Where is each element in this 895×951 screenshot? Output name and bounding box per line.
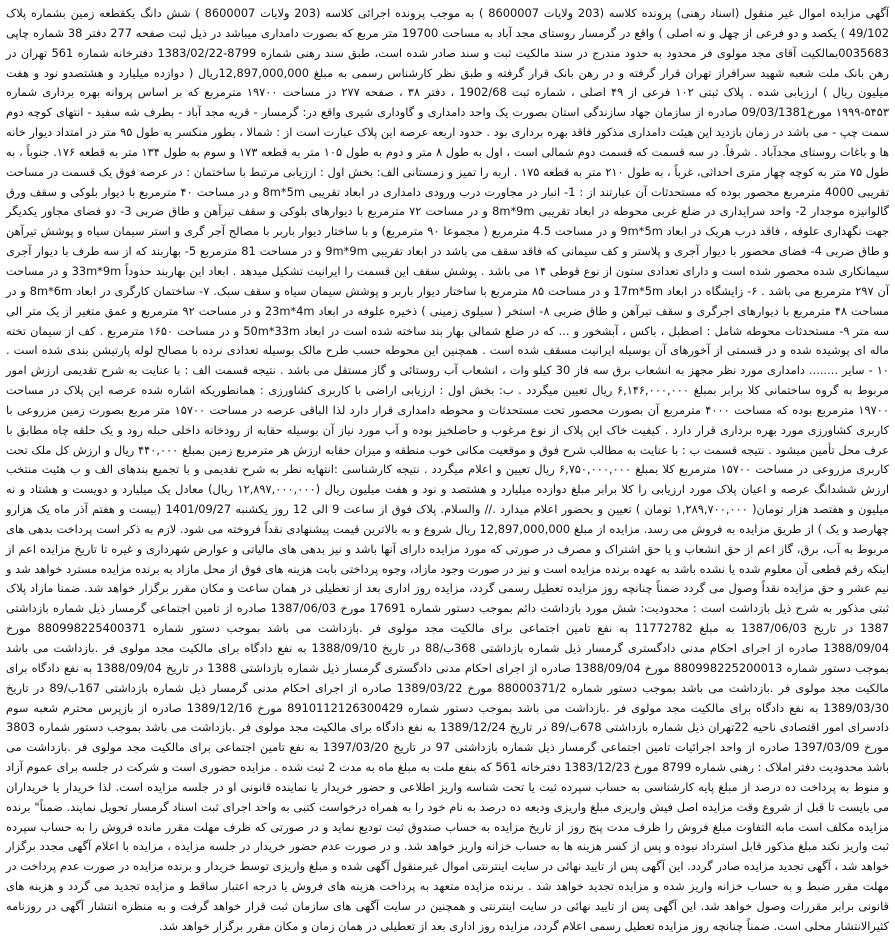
auction-notice-text: آگهی مزایده اموال غیر منقول (اسناد رهنی) پرونده کلاسه (203 ولایات 8600007 ) به موجب پرونده اجرائی کلاسه (203 ولایات 8600007 ) شش دانگ یکقطعه زمین بشماره پلاک 49/102 ) یکصد و دو فرعی از چهل و نه اصلی ) واقع در گرمسار روستای مجد آباد به مساحت 19700 متر مربع که بصورت دامداری میباشد در ذیل ثبت صفحه 277 دفتر 38 شماره چاپی 0035683بمالکیت آقای مجد مولوی فر محدود به حدود مندرج در سند مالکیت ثبت و سند صادر شده است، طبق سند رهنی شماره 8799-1383/02/22 دفترخانه شماره 561 تهران در رهن بانک ملت شعبه شهید سرافراز تهران قرار گرفته و در رهن بانک قرار گرفته و طبق نظر کارشناس رسمی به مبلغ 12,897,000,000ریال ( دوازده میلیارد و هشتصدو نود و هفت میلیون ریال ) ارزیابی شده . پلاک ثبتی ۱۰۲ فرعی از ۴۹ اصلی ، شماره ثبت 1902/68 ، دفتر ۳۸ ، صفحه ۲۷۷ در مساحت ۱۹۷۰۰ مترمربع که بر اساس پروانه بهره برداری شماره ۵۴۵۳-۱۹۹۹ مورخ09/03/1381 صادره از سازمان جهاد سازندگی استان بصورت یک واحد دامداری و گاوداری شیری واقع در: گرمسار - قریه مجد آباد - بطرف شه سفید - انتهای کوچه دوم سمت چپ - می باشد در زمان بازدید این هیئت دامداری مذکور فاقد بهره برداری بود . حدود اربعه عرصه این پلاک عبارت است از : شمالا ، بطور منکسر به طول ۹۵ متر در امتداد دیوار خانه ها و باغات روستای مجدآباد . شرقاً. در سه قسمت که قسمت دوم شمالی است ، اول به طول ۸ متر و دوم به طول ۱۰۵ متر به قطعه ۱۷۳ و سوم به طول ۱۳۴ متر به قطعه ۱۷۶. جنوباً ، به طول ۷۵ متر به کوچه چهار متری احداثی، غرباً ، به طول ۲۱۰ متر به قطعه ۱۷۵ . اربه را تمیز و زمستانی الف: بخش اول : ارزیابی مرتبط با ساختمان : در عرصه فوق یک قسمت در مساحت تقریبی 4000 مترمربع محصور بوده که مستحدثات آن عبارتند از : 1- انبار در مجاورت درب ورودی دامداری در ابعاد تقریبی 8m*5m و در مساحت ۴۰ مترمربع با دیوار بلوکی و سقف ورق گالوانیزه موجدار 2- واحد سرایداری در ضلع غربی محوطه در ابعاد تقریبی 8m*9m و در مساحت ۷۲ مترمربع با دیوارهای بلوکی و سقف تیرآهن و طاق ضربی 3- دو فضای مجاور یکدیگر جهت نگهداری علوفه ، فاقد درب هریک در ابعاد 9m*5m و در مساحت 4.5 مترمربع ( مجموعا ۹۰ مترمربع) و با ساختار دیوار باربر با مصالح آجر گری و استر سیمان سیاه و پوشش تیرآهن و طاق ضربی 4- فضای محصور با دیوار آجری و پلاستر و کف سیمانی که فاقد سقف می باشد در ابعاد تقریبی 9m*9m و در مساحت 81 مترمربع 5- بهاربند که از سه طرف با دیوار آجری سیمانکاری شده محصور شده است و دارای تعدادی ستون از نوع قوطی ۱۴ می باشد . پوشش سقف این قسمت را ایرانیت تشکیل میدهد . ابعاد این بهاربند حدوداً 33m*9m و در مساحت آن ۲۹۷ مترمربع می باشد . ۶- زایشگاه در ابعاد 17m*5m و در مساحت ۸۵ مترمربع با ساختار دیوار باربر و پوشش سیمان سیاه و سقف سبک. ۷- ساختمان کارگری در ابعاد 8m*6m و در مساحت ۴۸ مترمربع با دیوارهای اجرگری و سقف تیرآهن و طاق ضربی ۸- استخر ( سیلوی زمینی ) ذخیره علوفه در ابعاد 23m*4m و در مساحت ۹۲ مترمربع و عمق متغیر از یک متر الی سه متر ۹- مستحدثات محوطه شامل : اصطبل ، باکس ، آبشخور و ... که در ضلع شمالی بهار بند ساخته شده است در ابعاد 50m*33m و در مساحت ۱۶۵۰ مترمربع . کف از سیمان تخته ماله ای پوشیده شده و در قسمتی از آخورهای آن بوسیله ایرانیت مسقف شده است . همچنین این محوطه حسب طرح مالک بوسیله تعدادی نرده با مصالح لوله پارتیشن بندی شده است . ۱۰ - سایر ........ دامداری مورد نظر مجهز به انشعاب برق سه فاز 30 کیلو وات ، انشعاب آب روستائی و گاز مستقل می باشد . نتیجه قسمت الف : با عنایت به شرح تقدیمی ارزش امور مربوط به گروه ساختمانی کلا برابر بمبلغ ۶,۱۴۶,۰۰۰,۰۰۰ ریال تعیین میگردد . ب: بخش اول : ارزیابی اراضی با کاربری کشاورزی : همانطوریکه اشاره شده عرصه این پلاک در مساحت ۱۹۷۰۰ مترمربع بوده که مساحت ۴۰۰۰ مترمربع آن بصورت محصور تحت مستحدثات و محوطه دامداری قرار دارد لذا الباقی عرصه در مساحت ۱۵۷۰۰ متر مربع بصورت زمین مزروعی با کاربری کشاورزی مورد بهره برداری قرار دارد . کیفیت خاک این پلاک از نوع مرغوب و حاصلخیز بوده و آب مورد نیاز آن بوسیله حقابه از رودخانه داخلی حبله رود و یک حلقه چاه مطابق با عرف محل تأمین میشود . نتیجه قسمت ب : با عنایت به مطالب شرح فوق و موقعیت مکانی خوب منطقه و میزان حقابه ارزش هر مترمربع زمین بمبلغ ۴۴۰,۰۰۰ ریال و ارزش کل ملک تحت کاربری مزروعی در مساحت ۱۵۷۰۰ مترمربع کلا بمبلغ ۶,۷۵۰,۰۰۰,۰۰۰ ریال تعیین و اعلام میگردد . نتیجه کارشناسی :انتهایه نظر به شرح تقدیمی و با تجمیع بندهای الف و ب هئیت منتخب ارزش ششدانگ عرصه و اعیان پلاک مورد ارزیابی را کلا برابر مبلغ دوازده میلیارد و هشتصد و نود و هفت میلیون ریال (۱۲,۸۹۷,۰۰۰,۰۰۰ ریال) معادل یک میلیارد و دویست و هشتاد و نه میلیون و هفتصد هزار تومان( ۱,۲۸۹,۷۰۰,۰۰۰ تومان ) تعیین و بحضور اعلام میدارد .// والسلام. پلاک فوق از ساعت 9 الی 12 روز یکشنبه 1401/09/27 (بیست و هفتم آذر ماه یک هزارو چهارصد و یک ) از طریق مزایده به فروش می رسد. مزایده از مبلغ 12,897,000,000 ریال شروع و به بالاترین قیمت پیشنهادی نقداً فروخته می شود. لازم به ذکر است پرداخت بدهی های مربوط به آب، برق، گاز اعم از حق انشعاب و یا حق اشتراک و مصرف در صورتی که مورد مزایده دارای آنها باشد و نیز بدهی های مالیاتی و عوارض شهرداری و غیره تا تاریخ مزایده اعم از اینکه رقم قطعی آن معلوم شده یا نشده باشد به عهده برنده مزایده است و نیز در صورت وجود مازاد، وجوه پرداختی بابت هزینه های فوق از محل مازاد به برنده مزایده مسترد خواهد شد و نیم عشر و حق مزایده نقداً وصول می گردد ضمناً چنانچه روز مزایده تعطیل رسمی گردد، مزایده روز اداری بعد از تعطیلی در همان ساعت و مکان مقرر برگزار خواهد شد. ضمنا مازاد پلاک ثبتی مذکور به شرح ذیل بازداشت است : محدودیت: شش مورد بازداشت دائم بموجب دستور شماره 17691 مورخ 1387/06/03 صادره از تامین اجتماعی گرمسار ذیل شماره بازداشتی 1387 در تاریخ 1387/06/03 به مبلغ 11772782 به نفع تامین اجتماعی برای مالکیت مجد مولوی فر .بازداشت می باشد بموجب دستور شماره 880998225400371 مورخ 1388/09/04 صادره از اجرای احکام مدنی دادگستری گرمسار ذیل شماره بازداشتی 368ب/88 در تاریخ 1388/09/10 به نفع دادگاه برای مالکیت مجد مولوی فر .بازداشت می باشد بموجب دستور شماره 880998225200013 مورخ 1388/09/04 صادره از اجرای احکام مدنی دادگستری گرمسار ذیل شماره بازداشتی 1388 در تاریخ 1388/09/04 به نفع دادگاه برای مالکیت مجد مولوی فر .بازداشت می باشد بموجب دستور شماره 88000371/2 مورخ 1389/03/22 صادره از اجرای احکام مدنی گرمسار ذیل شماره بازداشتی 167ب/89 در تاریخ 1389/03/30 به نفع دادگاه برای مالکیت مجد مولوی فر .بازداشت می باشد بموجب دستور شماره 8910112126300429 مورخ 1389/12/16 صادره از بازپرس محترم شعبه سوم دادسرای امور اقتصادی ناحیه 22تهران ذیل شماره بازداشتی 678ب/89 در تاریخ 1389/12/24 به نفع دادگاه برای مالکیت مجد مولوی فر .بازداشت می باشد بموجب دستور شماره 3803 مورخ 1397/03/09 صادره از واحد اجرائیات تامین اجتماعی گرمسار ذیل شماره بازداشتی 97 در تاریخ 1397/03/20 به نفع تامین اجتماعی برای مالکیت مجد مولوی فر .بازداشت می باشد محدودیت دفتر املاک : رهنی شماره 8799 مورخ 1383/12/23 دفترخانه 561 که بنفع ملت به مبلغ ماه به مدت 2 ثبت شده . مزایده حضوری است و شرکت در جلسه برای عموم آزاد و منوط به پرداخت ده درصد از مبلغ پایه کارشناسی به حساب سپرده ثبت یا تحت شناسه واریز اطلاعی و حضور خریدار یا نماینده قانونی او در جلسه مزایده است. لذا خریدار یا خریداران می بایست تا قبل از شروع وقت مزایده اصل فیش واریزی مبلغ واریزی ودیعه ده درصد به نام خود را به همراه درخواست کتبی به واحد اجرای ثبت اسناد گرمسار تحویل نمایند. ضمناً" برنده مزایده مکلف است مابه التفاوت مبلغ فروش را ظرف مدت پنج روز از تاریخ مزایده به حساب صندوق ثبت تودیع نماید و در صورتی که ظرف مهلت مقرر مانده فروش را به حساب سپرده ثبت واریز نکند مبلغ مذکور قابل استرداد نبوده و پس از کسر هزینه ها به حساب خزانه واریز خواهد شد. و در صورت عدم حضور خریدار در جلسه مزایده ، مزایده با اعلام آگهی مجدد برگزار خواهد شد ، آگهی تجدید مزایده صادر گردد. این آگهی پس از تایید نهائی در سایت اینترنتی اموال غیرمنقول آگهی شده و مبلغ واریزی توسط خریدار و برنده مزایده در صورت عدم پرداخت در مهلت مقرر ضبط و به حساب خزانه واریز شده و مزایده تجدید خواهد شد . برنده مزایده متعهد به پرداخت هزینه های فروش یا درجه اعتبار ساقط و مزایده تجدید می گردد و هزینه های قانونی برابر مقررات وصول خواهد شد. این آگهی پس از تایید نهائی در سایت اینترنتی و همچنین در سایت آگهی های سازمان ثبت قرار خواهد گرفت و به منظره انتشار آگهی در روزنامه کثیرالانتشار محلی است. ضمناً چنانچه روز مزایده تعطیل رسمی اعلام گردد، مزایده روز اداری بعد از تعطیلی در همان زمان و مکان مقرر برگزار خواهد شد. [6,6,890,933]
